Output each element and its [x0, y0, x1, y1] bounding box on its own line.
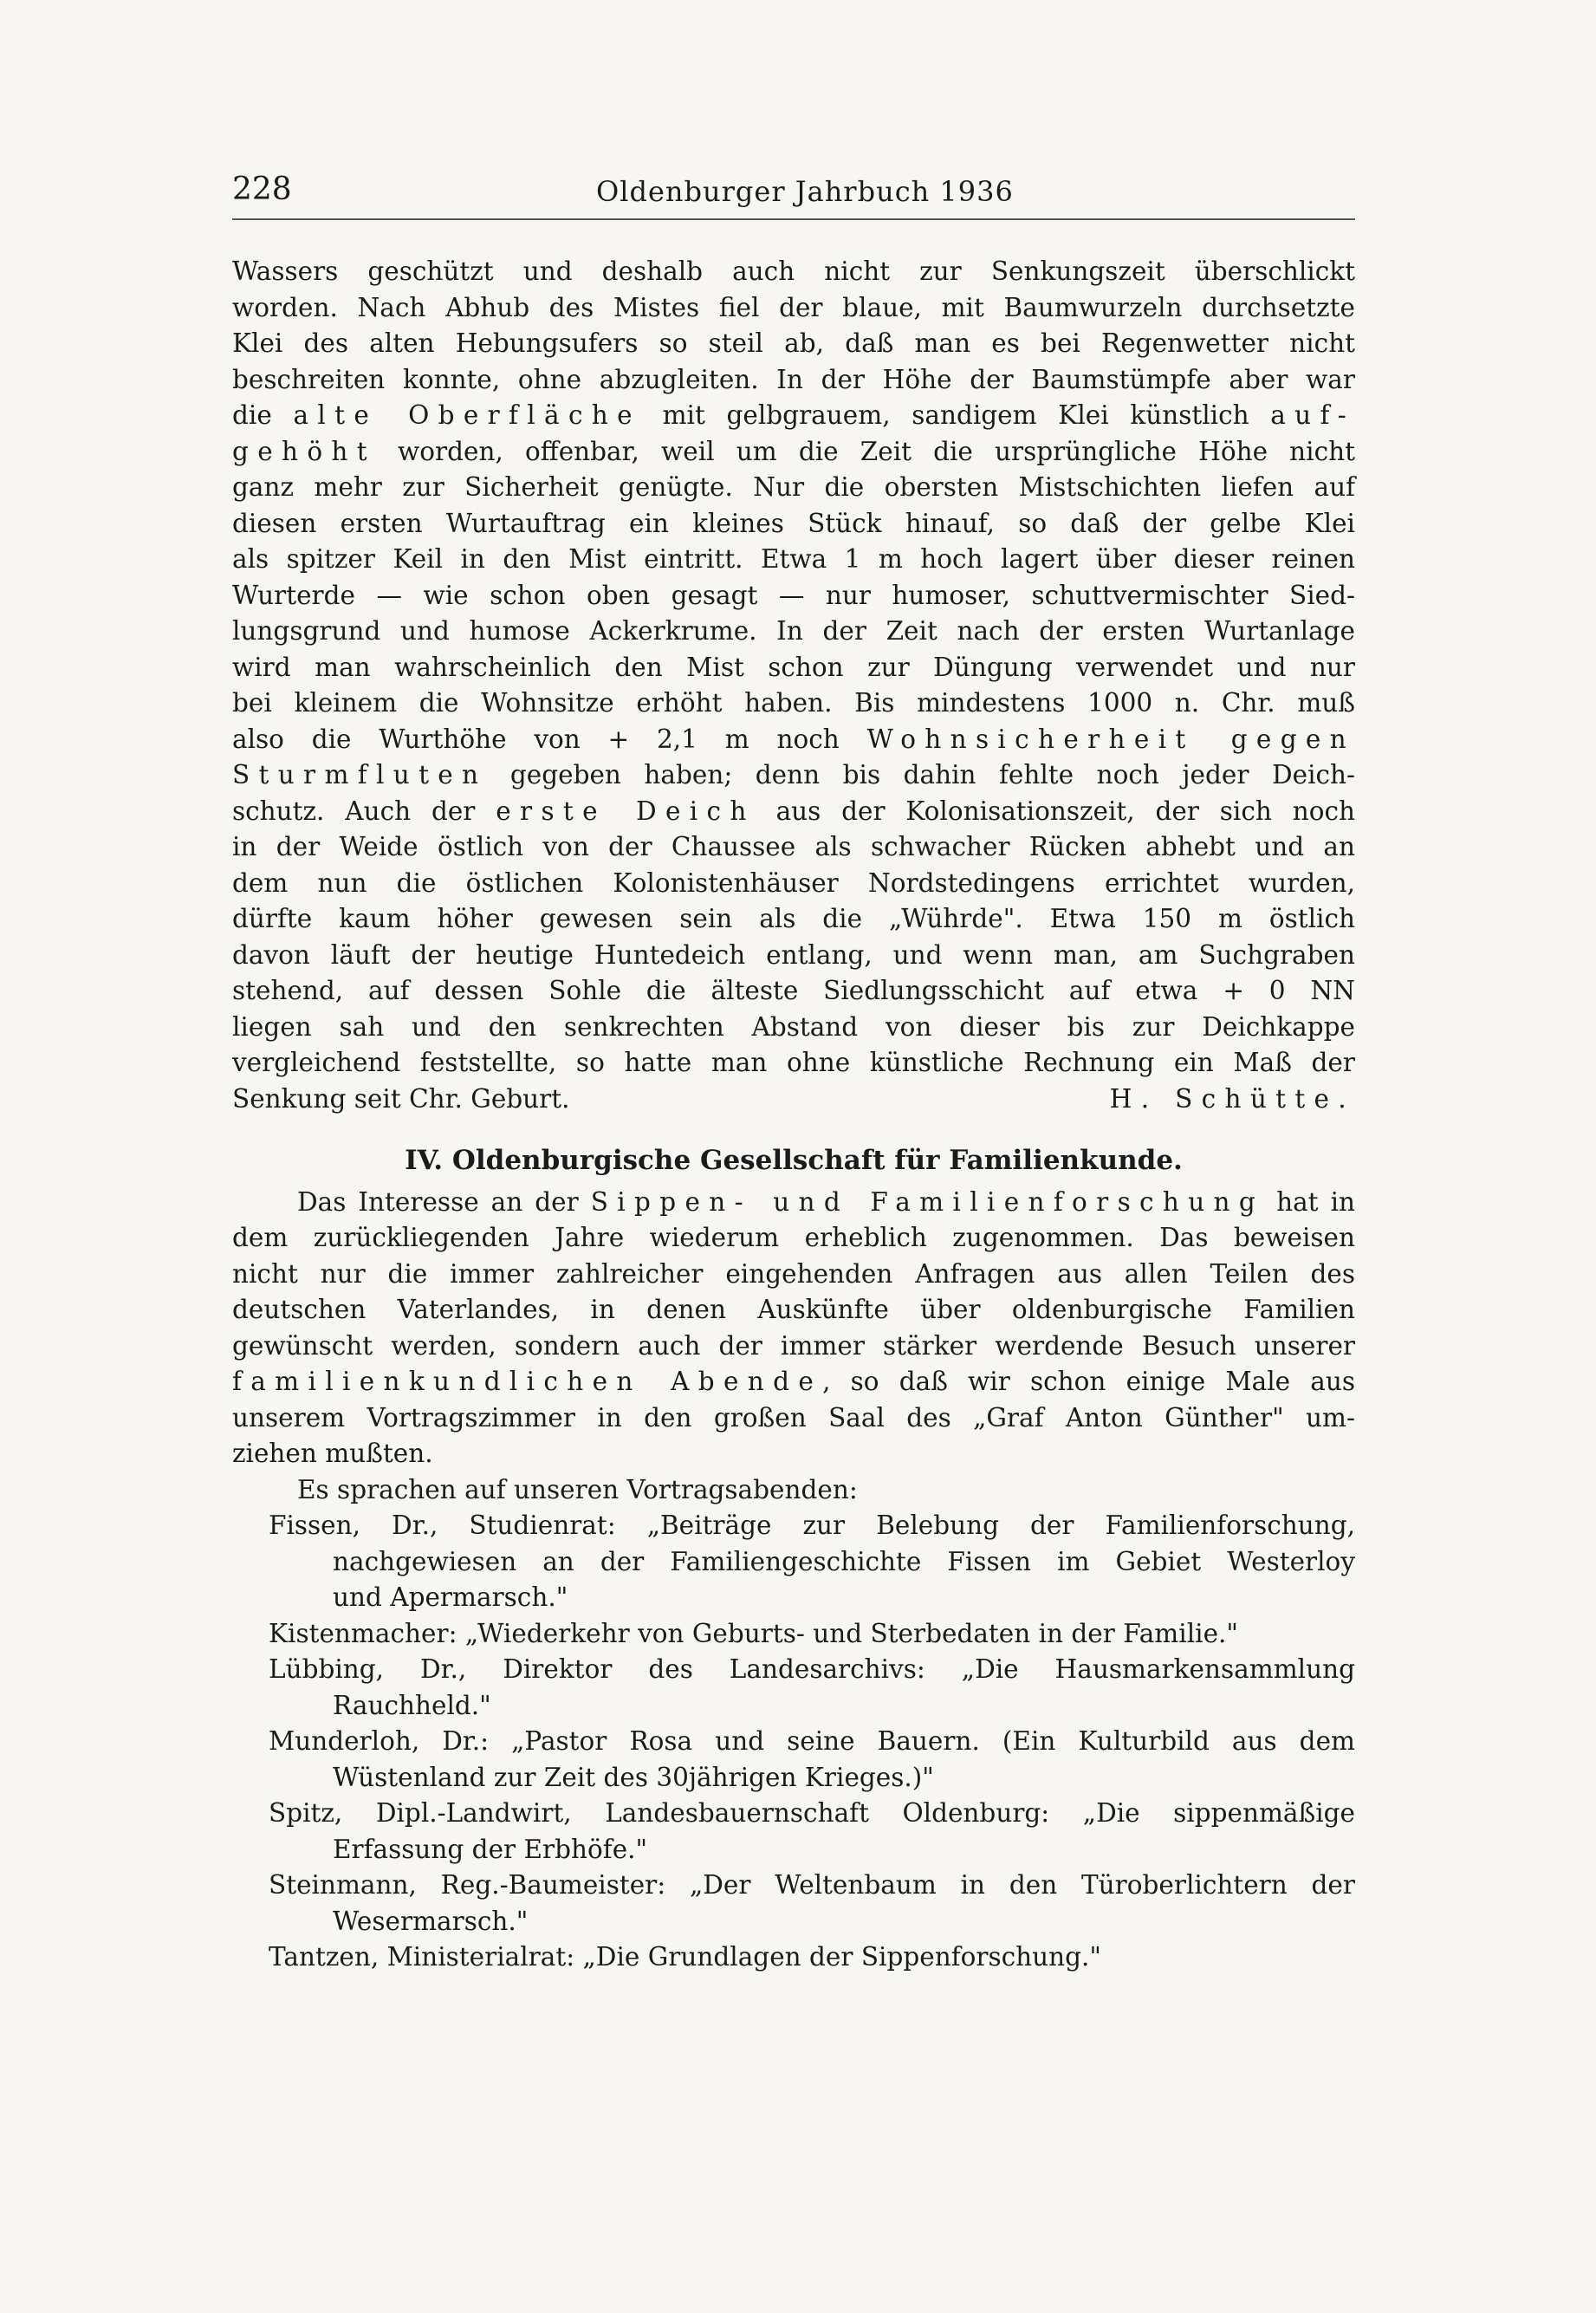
text-line: [232, 685, 1355, 722]
text-line: [232, 722, 1355, 758]
text-run: dem zurückliegenden Jahre wiederum erheblich zugenommen. Das beweisen: [232, 1223, 1355, 1252]
text-run: in der Weide östlich von der Chaussee als schwacher Rücken abhebt und an: [232, 832, 1355, 861]
text-line: [232, 1400, 1355, 1437]
text-run: beschreiten konnte, ohne abzugleiten. In der Höhe der Baumstümpfe aber war: [232, 364, 1355, 394]
text-line: [232, 973, 1355, 1010]
paragraph-familienkunde: [232, 1185, 1355, 1472]
lecture-continuation: und Apermarsch.": [333, 1582, 568, 1612]
text-run: mit gelbgrauem, sandigem Klei künstlich: [640, 400, 1271, 430]
text-line: [232, 1185, 1355, 1221]
paragraph-wurt-report: [232, 254, 1355, 1082]
text-run: Wurterde — wie schon oben gesagt — nur humoser, schuttvermischter Sied-: [232, 580, 1355, 610]
text-run: dem nun die östlichen Kolonistenhäuser Nordstedingens errichtet wurden,: [232, 867, 1355, 898]
author-signature: H. Schütte.: [1109, 1083, 1355, 1114]
closing-text: Senkung seit Chr. Geburt.: [232, 1083, 570, 1114]
text-run: lungsgrund und humose Ackerkrume. In der Zeit nach der ersten Wurtanlage: [232, 616, 1355, 646]
text-run: worden. Nach Abhub des Mistes fiel der blaue, mit Baumwurzeln durchsetzte: [232, 292, 1355, 322]
lecture-intro: Es sprachen auf unseren Vortragsabenden:: [297, 1474, 858, 1504]
spaced-emphasis: auf-: [1270, 400, 1355, 430]
lecture-entry: [232, 1796, 1355, 1868]
text-line: [232, 470, 1355, 506]
text-line: [232, 1364, 1355, 1400]
running-title: Oldenburger Jahrbuch 1936: [596, 175, 1014, 208]
text-line: [232, 1045, 1355, 1082]
spaced-emphasis: alte Oberfläche: [293, 400, 641, 430]
text-run: die: [232, 400, 294, 430]
text-run: ganz mehr zur Sicherheit genügte. Nur die obersten Mistschichten liefen auf: [232, 472, 1355, 502]
text-run: davon läuft der heutige Huntedeich entlang, und wenn man, am Suchgraben: [232, 939, 1355, 970]
lecture-entry: [232, 1616, 1355, 1653]
text-run: gegeben haben; denn bis dahin fehlte noch jeder Deich-: [487, 760, 1355, 789]
lecture-speaker-line: Fissen, Dr., Studienrat: „Beiträge zur Belebung der Familienforschung,: [269, 1511, 1355, 1540]
text-line: [232, 434, 1355, 471]
text-run: deutschen Vaterlandes, in denen Auskünfte über oldenburgische Familien: [232, 1295, 1355, 1324]
text-line: [232, 1329, 1355, 1365]
text-run: vergleichend feststellte, so hatte man ohne künstliche Rechnung ein Maß der: [232, 1048, 1355, 1077]
lecture-continuation: nachgewiesen an der Familiengeschichte Fissen im Gebiet Westerloy: [333, 1546, 1355, 1576]
text-run: gewünscht werden, sondern auch der immer stärker werdende Besuch unserer: [232, 1330, 1355, 1361]
page-number: 228: [232, 172, 292, 207]
lecture-list: [232, 1508, 1355, 1976]
lecture-speaker-line: Munderloh, Dr.: „Pastor Rosa und seine Bauern. (Ein Kulturbild aus dem: [269, 1726, 1355, 1756]
lecture-continuation: Wesermarsch.": [333, 1906, 529, 1936]
text-run: ziehen mußten.: [232, 1439, 433, 1468]
text-run: , so daß wir schon einige Male aus: [822, 1367, 1355, 1396]
spaced-emphasis: gehöht: [232, 436, 376, 466]
lecture-continuation: Erfassung der Erbhöfe.": [333, 1834, 648, 1864]
lecture-speaker-line: Steinmann, Reg.-Baumeister: „Der Weltenbaum in den Türoberlichtern der: [269, 1870, 1355, 1900]
text-line: [232, 578, 1355, 614]
text-run: dürfte kaum höher gewesen sein als die „Wührde". Etwa 150 m östlich: [232, 904, 1355, 933]
lecture-entry: [232, 1508, 1355, 1616]
text-line: [232, 650, 1355, 686]
text-run: stehend, auf dessen Sohle die älteste Siedlungsschicht auf etwa + 0 NN: [232, 976, 1355, 1005]
lecture-speaker-line: Lübbing, Dr., Direktor des Landesarchivs: „Die Hausmarkensammlung: [269, 1654, 1355, 1684]
text-run: als spitzer Keil in den Mist eintritt. Etwa 1 m hoch lagert über dieser reinen: [232, 544, 1355, 574]
text-run: wird man wahrscheinlich den Mist schon zur Düngung verwendet und nur: [232, 652, 1355, 682]
text-run: Wassers geschützt und deshalb auch nicht zur Senkungszeit überschlickt: [232, 257, 1355, 286]
text-run: also die Wurthöhe von + 2,1 m noch: [232, 724, 867, 754]
lecture-entry: [232, 1652, 1355, 1724]
lecture-continuation: Wüstenland zur Zeit des 30jährigen Krieges.)": [333, 1762, 934, 1792]
header-rule: [232, 218, 1355, 220]
lecture-entry: [232, 1868, 1355, 1939]
text-line: [232, 542, 1355, 578]
text-line: [232, 506, 1355, 543]
text-run: liegen sah und den senkrechten Abstand von dieser bis zur Deichkappe: [232, 1011, 1355, 1042]
text-run: aus der Kolonisationszeit, der sich noch: [755, 796, 1355, 826]
text-run: schutz. Auch der: [232, 796, 496, 826]
lecture-entry: [232, 1939, 1355, 1976]
text-line: [232, 829, 1355, 866]
text-run: Das Interesse an der: [297, 1186, 591, 1217]
text-run: worden, offenbar, weil um die Zeit die ursprüngliche Höhe nicht: [375, 436, 1355, 466]
text-line: [232, 901, 1355, 938]
text-run: diesen ersten Wurtauftrag ein kleines Stück hinauf, so daß der gelbe Klei: [232, 508, 1355, 538]
spaced-emphasis: Sturmfluten: [232, 760, 488, 789]
text-line: [232, 757, 1355, 794]
lecture-entry: [232, 1724, 1355, 1796]
lecture-speaker-line: Spitz, Dipl.-Landwirt, Landesbauernschaft Oldenburg: „Die sippenmäßige: [269, 1798, 1355, 1828]
spaced-emphasis: Wohnsicherheit gegen: [866, 724, 1356, 754]
text-run: nicht nur die immer zahlreicher eingehenden Anfragen aus allen Teilen des: [232, 1258, 1355, 1289]
text-line: [232, 614, 1355, 650]
text-line: [232, 254, 1355, 290]
text-line: [232, 938, 1355, 974]
text-line: [232, 326, 1355, 362]
text-line: [232, 398, 1355, 434]
text-line: [232, 1220, 1355, 1257]
text-line: [232, 1292, 1355, 1329]
text-line: [232, 1010, 1355, 1046]
spaced-emphasis: erste Deich: [496, 796, 756, 826]
page-header: [232, 172, 1355, 215]
section-heading: IV. Oldenburgische Gesellschaft für Familienkunde.: [405, 1145, 1183, 1176]
page-body: [232, 254, 1355, 1976]
text-line: [232, 1257, 1355, 1293]
lecture-continuation: Rauchheld.": [333, 1690, 491, 1720]
spaced-emphasis: familienkundlichen Abende: [232, 1367, 823, 1396]
lecture-speaker-line: Tantzen, Ministerialrat: „Die Grundlagen der Sippenforschung.": [269, 1942, 1101, 1972]
text-run: hat in: [1264, 1186, 1355, 1217]
lecture-speaker-line: Kistenmacher: „Wiederkehr von Geburts- und Sterbedaten in der Familie.": [269, 1618, 1238, 1648]
text-line: [232, 290, 1355, 327]
signature-line: [232, 1082, 1355, 1118]
spaced-emphasis: Sippen- und Familienforschung: [590, 1186, 1265, 1217]
text-run: bei kleinem die Wohnsitze erhöht haben. Bis mindestens 1000 n. Chr. muß: [232, 688, 1355, 718]
text-line: [232, 866, 1355, 902]
text-line: [232, 794, 1355, 830]
text-run: unserem Vortragszimmer in den großen Saal des „Graf Anton Günther" um-: [232, 1402, 1355, 1433]
text-line: [232, 1436, 1355, 1472]
text-run: Klei des alten Hebungsufers so steil ab, daß man es bei Regenwetter nicht: [232, 328, 1355, 358]
text-line: [232, 362, 1355, 399]
